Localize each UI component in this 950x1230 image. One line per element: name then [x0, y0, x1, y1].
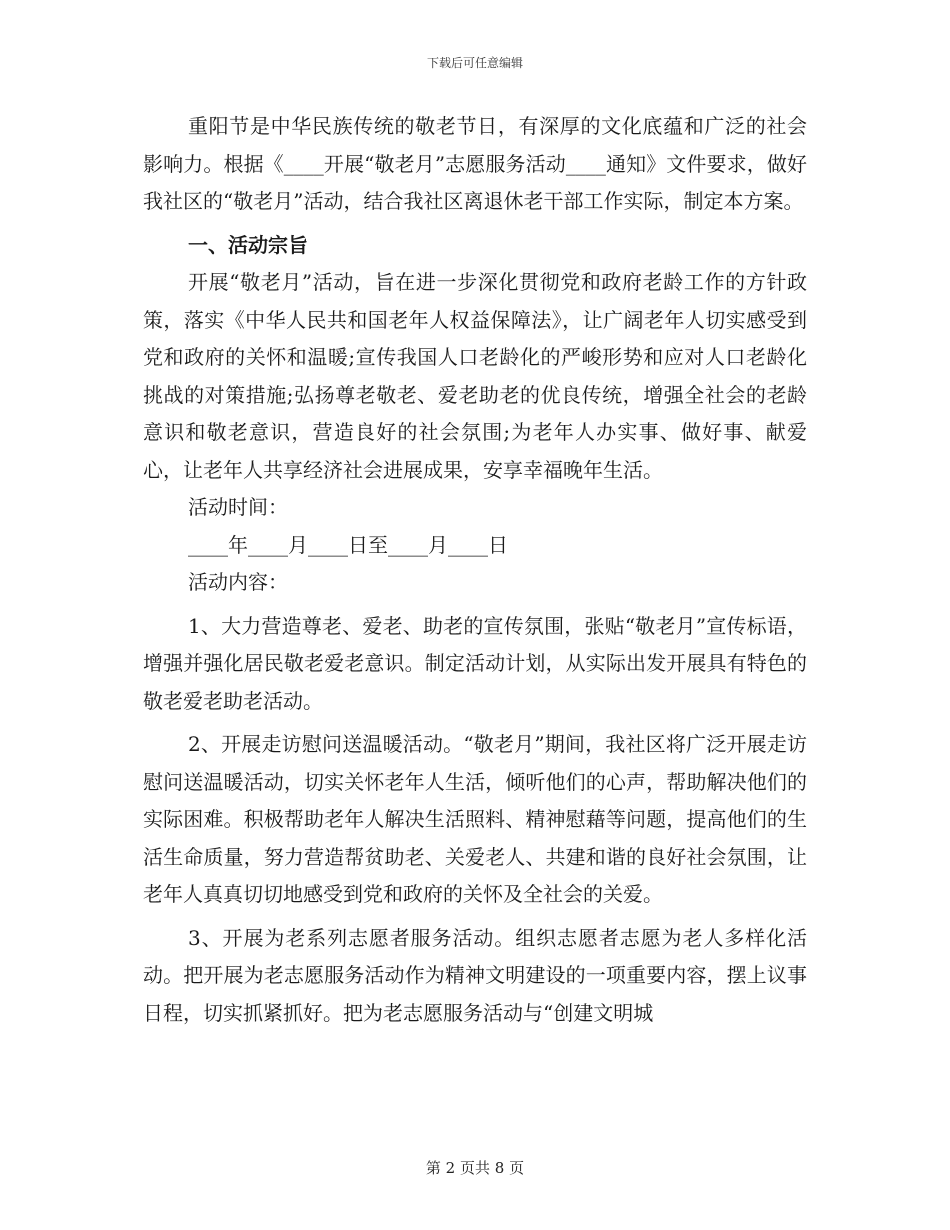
intro-paragraph: 重阳节是中华民族传统的敬老节日，有深厚的文化底蕴和广泛的社会影响力。根据《____开展“敬老月”志愿服务活动____通知》文件要求，做好我社区的“敬老月”活动，结合我社区离退休老干部工作实际，制定本方案。 [143, 114, 807, 213]
page-number: 第 2 页共 8 页 [425, 1159, 525, 1177]
activity-time-value: ____年____月____日至____月____日 [188, 532, 508, 557]
page-header-note: 下载后可任意编辑 [426, 56, 523, 70]
content-item-3: 3、开展为老系列志愿者服务活动。组织志愿者志愿为老人多样化活动。把开展为老志愿服务活动作为精神文明建设的一项重要内容，摆上议事日程，切实抓紧抓好。把为老志愿服务活动与“创建文明城 [143, 925, 807, 1025]
content-item-1: 1、大力营造尊老、爱老、助老的宣传氛围，张贴“敬老月”宣传标语，增强并强化居民敬老爱老意识。制定活动计划，从实际出发开展具有特色的敬老爱老助老活动。 [143, 613, 807, 713]
section-heading-purpose: 一、活动宗旨 [188, 232, 308, 257]
activity-time-label: 活动时间： [188, 495, 288, 519]
activity-content-label: 活动内容： [188, 570, 288, 594]
purpose-paragraph: 开展“敬老月”活动，旨在进一步深化贯彻党和政府老龄工作的方针政策，落实《中华人民共和国老年人权益保障法》，让广阔老年人切实感受到党和政府的关怀和温暖;宣传我国人口老龄化的严峻形势和应对人口老龄化挑战的对策措施;弘扬尊老敬老、爱老助老的优良传统，增强全社会的老龄意识和敬老意识，营造良好的社会氛围;为老年人办实事、做好事、献爱心，让老年人共享经济社会进展成果，安享幸福晚年生活。 [143, 270, 807, 482]
document-body [143, 108, 807, 1032]
content-item-2: 2、开展走访慰问送温暖活动。“敬老月”期间，我社区将广泛开展走访慰问送温暖活动，切实关怀老年人生活，倾听他们的心声，帮助解决他们的实际困难。积极帮助老年人解决生活照料、精神慰藉等问题，提高他们的生活生命质量，努力营造帮贫助老、关爱老人、共建和谐的良好社会氛围，让老年人真真切切地感受到党和政府的关怀及全社会的关爱。 [143, 732, 807, 906]
